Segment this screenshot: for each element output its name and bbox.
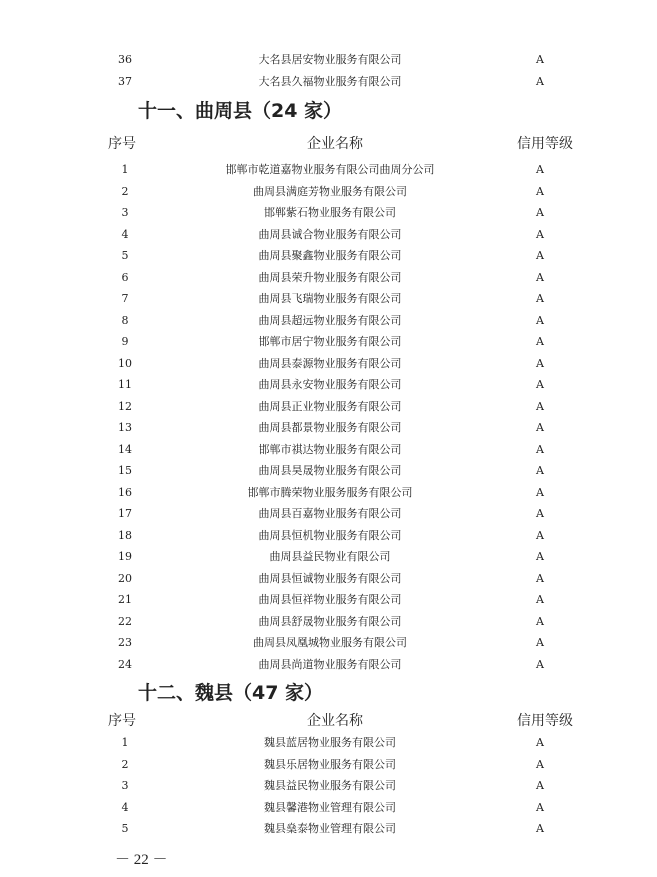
row-number: 17 xyxy=(118,507,132,520)
table-row xyxy=(0,49,657,71)
company-name: 曲周县诚合物业服务有限公司 xyxy=(258,227,402,241)
company-name: 曲周县昊晟物业服务有限公司 xyxy=(258,464,402,477)
credit-grade: A xyxy=(536,421,544,434)
table-header-quzhou xyxy=(0,131,657,157)
row-number: 12 xyxy=(118,399,132,413)
company-name: 曲周县舒晟物业服务有限公司 xyxy=(258,614,402,628)
credit-grade: A xyxy=(536,442,544,456)
credit-grade: A xyxy=(536,736,544,749)
row-number: 23 xyxy=(118,636,132,649)
company-name: 魏县馨港物业管理有限公司 xyxy=(264,800,396,814)
table-row xyxy=(0,611,657,633)
credit-grade: A xyxy=(536,593,544,606)
table-row xyxy=(0,546,657,568)
credit-grade: A xyxy=(536,74,544,88)
company-name: 魏县乐居物业服务有限公司 xyxy=(264,757,396,771)
table-row xyxy=(0,460,657,482)
company-name: 大名县久福物业服务有限公司 xyxy=(258,74,402,88)
company-name: 邯郸市乾道嘉物业服务有限公司曲周分公司 xyxy=(225,163,435,176)
company-name: 魏县益民物业服务有限公司 xyxy=(264,779,396,792)
row-number: 22 xyxy=(118,614,132,628)
company-name: 曲周县益民物业有限公司 xyxy=(269,550,391,563)
credit-grade: A xyxy=(536,292,544,305)
credit-grade: A xyxy=(536,822,544,835)
row-number: 3 xyxy=(121,206,129,219)
table-row xyxy=(0,353,657,375)
table-row xyxy=(0,482,657,504)
company-name: 曲周县正业物业服务有限公司 xyxy=(258,399,402,413)
company-name: 曲周县超远物业服务有限公司 xyxy=(258,313,402,327)
section-heading-weixian: 十二、魏县（47 家） xyxy=(138,682,324,704)
table-header-weixian xyxy=(0,708,657,734)
column-header-company: 企业名称 xyxy=(307,713,363,729)
credit-grade: A xyxy=(536,779,544,792)
credit-grade: A xyxy=(536,636,544,649)
table-row xyxy=(0,374,657,396)
credit-grade: A xyxy=(536,657,544,671)
table-row xyxy=(0,525,657,547)
column-header-company: 企业名称 xyxy=(307,136,363,152)
credit-grade: A xyxy=(536,757,544,771)
table-row xyxy=(0,181,657,203)
credit-grade: A xyxy=(536,399,544,413)
row-number: 14 xyxy=(118,442,132,456)
credit-grade: A xyxy=(536,335,544,348)
table-row xyxy=(0,224,657,246)
company-name: 魏县蓝居物业服务有限公司 xyxy=(264,736,396,749)
credit-grade: A xyxy=(536,163,544,176)
table-row xyxy=(0,310,657,332)
table-row xyxy=(0,439,657,461)
row-number: 5 xyxy=(121,822,129,835)
credit-grade: A xyxy=(536,528,544,542)
table-row xyxy=(0,331,657,353)
row-number: 13 xyxy=(118,421,132,434)
credit-grade: A xyxy=(536,184,544,198)
credit-grade: A xyxy=(536,571,544,585)
company-name: 曲周县恒祥物业服务有限公司 xyxy=(258,593,402,606)
row-number: 37 xyxy=(118,74,132,88)
table-row xyxy=(0,632,657,654)
table-row xyxy=(0,267,657,289)
company-name: 曲周县恒机物业服务有限公司 xyxy=(258,528,402,542)
credit-grade: A xyxy=(536,249,544,262)
table-row xyxy=(0,775,657,797)
company-name: 曲周县飞瑞物业服务有限公司 xyxy=(258,292,402,305)
row-number: 15 xyxy=(118,464,132,477)
credit-grade: A xyxy=(536,270,544,284)
table-row xyxy=(0,568,657,590)
company-name: 曲周县百嘉物业服务有限公司 xyxy=(258,507,402,520)
row-number: 10 xyxy=(118,356,132,370)
table-row xyxy=(0,202,657,224)
row-number: 2 xyxy=(121,757,129,771)
table-row xyxy=(0,654,657,676)
table-row xyxy=(0,245,657,267)
row-number: 7 xyxy=(121,292,129,305)
company-name: 曲周县恒诚物业服务有限公司 xyxy=(258,571,402,585)
company-name: 邯郸市腾荣物业服务服务有限公司 xyxy=(247,485,413,499)
credit-grade: A xyxy=(536,614,544,628)
row-number: 1 xyxy=(121,736,129,749)
table-row xyxy=(0,396,657,418)
row-number: 20 xyxy=(118,571,132,585)
table-row xyxy=(0,589,657,611)
company-name: 邯郸市居宁物业服务有限公司 xyxy=(258,335,402,348)
row-number: 19 xyxy=(118,550,132,563)
row-number: 24 xyxy=(118,657,132,671)
row-number: 4 xyxy=(121,227,129,241)
page-number: － 22 － xyxy=(115,852,168,868)
credit-grade: A xyxy=(536,800,544,814)
table-row xyxy=(0,754,657,776)
row-number: 3 xyxy=(121,779,129,792)
company-name: 邯郸市祺达物业服务有限公司 xyxy=(258,442,402,456)
credit-grade: A xyxy=(536,464,544,477)
row-number: 9 xyxy=(121,335,129,348)
company-name: 曲周县满庭芳物业服务有限公司 xyxy=(253,184,407,198)
credit-grade: A xyxy=(536,550,544,563)
table-row xyxy=(0,417,657,439)
column-header-number: 序号 xyxy=(108,713,136,729)
company-name: 曲周县都景物业服务有限公司 xyxy=(258,421,402,434)
row-number: 36 xyxy=(118,53,132,66)
table-row xyxy=(0,818,657,840)
column-header-grade: 信用等级 xyxy=(517,713,573,729)
table-row xyxy=(0,503,657,525)
credit-grade: A xyxy=(536,53,544,66)
row-number: 6 xyxy=(121,270,129,284)
credit-grade: A xyxy=(536,313,544,327)
table-row xyxy=(0,797,657,819)
credit-grade: A xyxy=(536,206,544,219)
row-number: 18 xyxy=(118,528,132,542)
company-name: 曲周县泰源物业服务有限公司 xyxy=(258,356,402,370)
table-row xyxy=(0,732,657,754)
credit-grade: A xyxy=(536,485,544,499)
company-name: 邯郸紫石物业服务有限公司 xyxy=(264,206,396,219)
row-number: 8 xyxy=(121,313,129,327)
row-number: 21 xyxy=(118,593,132,606)
row-number: 5 xyxy=(121,249,129,262)
section-heading-quzhou: 十一、曲周县（24 家） xyxy=(138,100,343,122)
row-number: 2 xyxy=(121,184,129,198)
credit-grade: A xyxy=(536,507,544,520)
company-name: 曲周县永安物业服务有限公司 xyxy=(258,378,402,391)
table-row xyxy=(0,71,657,93)
company-name: 曲周县尚道物业服务有限公司 xyxy=(258,657,402,671)
company-name: 魏县燊泰物业管理有限公司 xyxy=(264,822,396,835)
row-number: 16 xyxy=(118,485,132,499)
company-name: 曲周县荣升物业服务有限公司 xyxy=(258,270,402,284)
company-name: 大名县居安物业服务有限公司 xyxy=(258,53,402,66)
column-header-grade: 信用等级 xyxy=(517,136,573,152)
row-number: 11 xyxy=(118,378,132,391)
credit-grade: A xyxy=(536,356,544,370)
row-number: 4 xyxy=(121,800,129,814)
row-number: 1 xyxy=(121,163,129,176)
company-name: 曲周县聚鑫物业服务有限公司 xyxy=(258,249,402,262)
company-name: 曲周县凤凰城物业服务有限公司 xyxy=(253,636,407,649)
table-row xyxy=(0,288,657,310)
table-row xyxy=(0,159,657,181)
column-header-number: 序号 xyxy=(108,136,136,152)
credit-grade: A xyxy=(536,378,544,391)
credit-grade: A xyxy=(536,227,544,241)
